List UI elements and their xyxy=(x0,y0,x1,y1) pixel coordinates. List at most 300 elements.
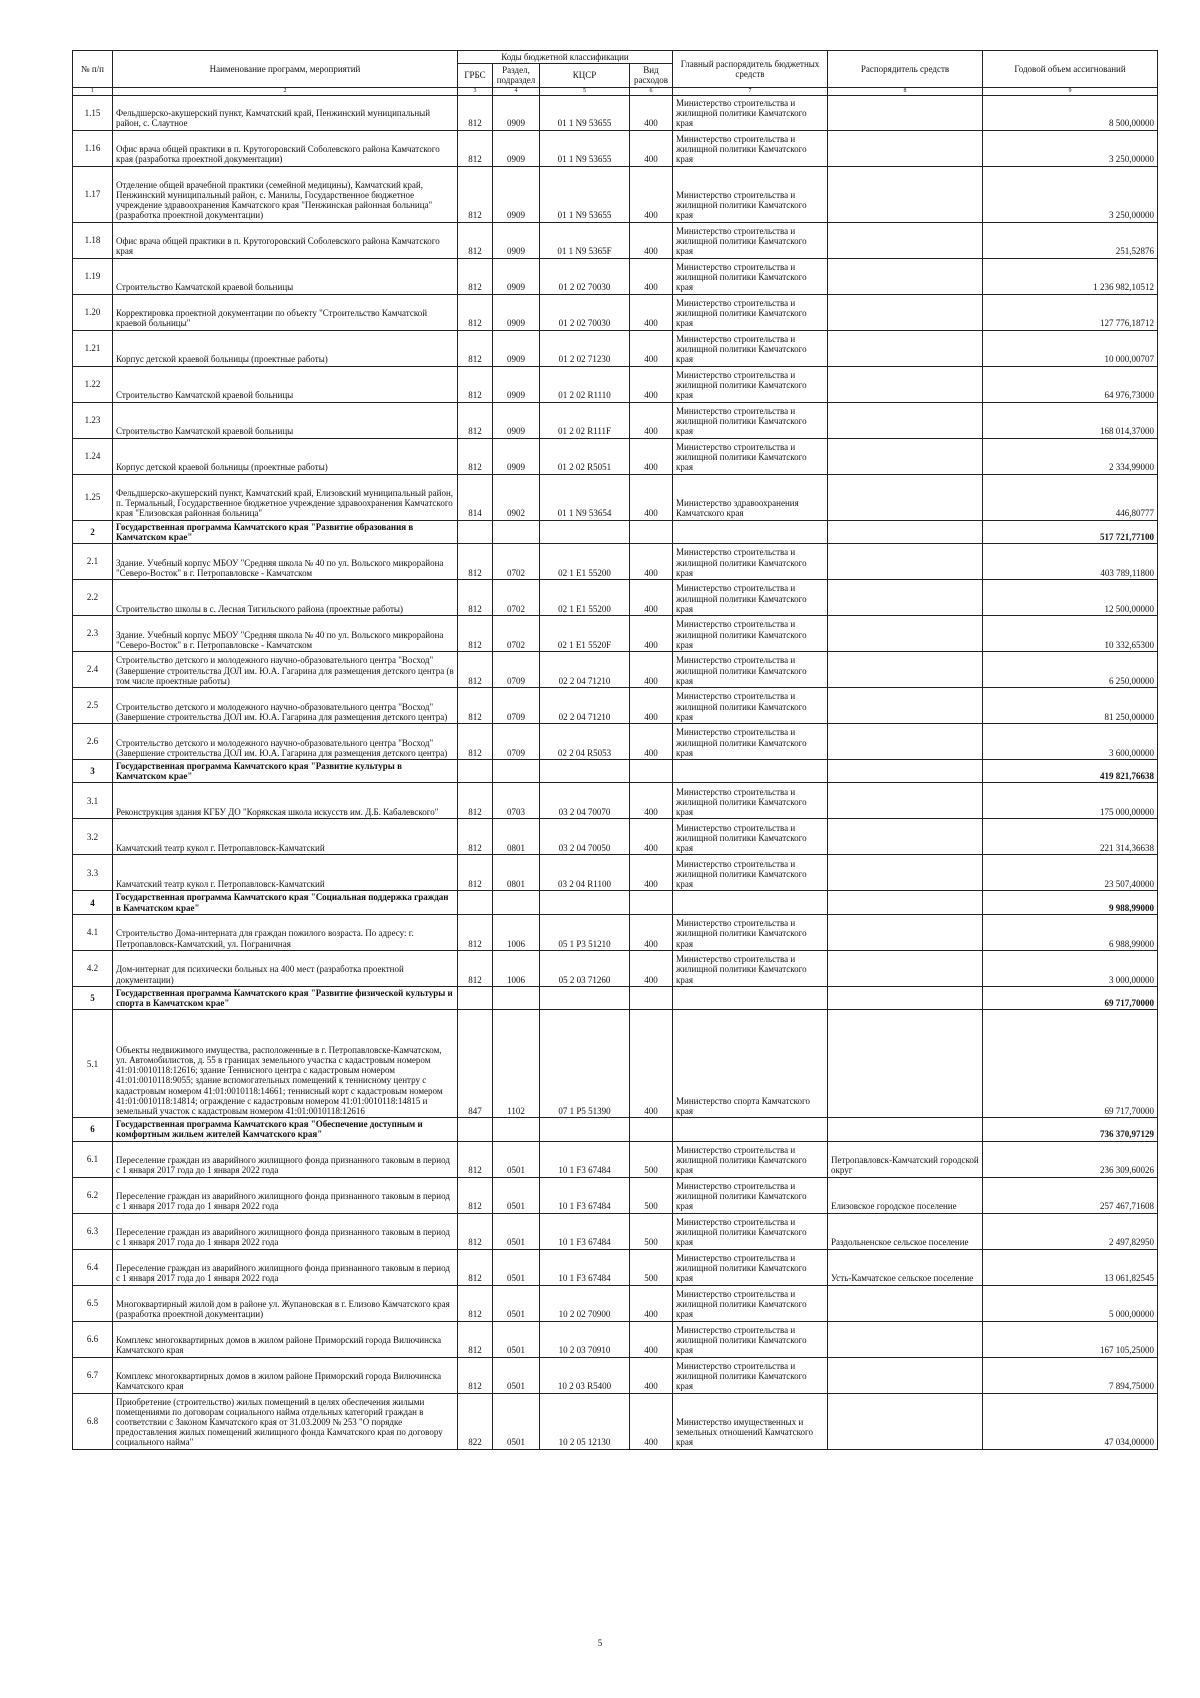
row-razdel: 0709 xyxy=(493,652,540,688)
row-razdel xyxy=(493,1118,540,1141)
row-razdel xyxy=(493,760,540,783)
row-kcsr: 01 1 N9 5365F xyxy=(540,222,630,258)
row-grbs xyxy=(458,1118,493,1141)
row-grbs: 812 xyxy=(458,819,493,855)
column-number: 5 xyxy=(540,87,630,95)
row-name: Приобретение (строительство) жилых помещений в целях обеспечения жилыми помещениями по договорам социального найма отдельных категорий граждан в соответствии с Законом Камчатского края от 31.03.2009 № 253 "О порядке предоставления жилых помещений жилищного фонда Камчатского края по договору социального найма" xyxy=(113,1393,458,1449)
row-name: Строительство школы в с. Лесная Тигильского района (проектные работы) xyxy=(113,580,458,616)
row-razdel: 0702 xyxy=(493,580,540,616)
row-name: Государственная программа Камчатского края "Развитие образования в Камчатском крае" xyxy=(113,520,458,543)
row-disposer xyxy=(828,1285,983,1321)
row-disposer xyxy=(828,1321,983,1357)
row-razdel xyxy=(493,891,540,914)
row-disposer xyxy=(828,986,983,1009)
row-name: Корректировка проектной документации по объекту "Строительство Камчатской краевой больницы" xyxy=(113,294,458,330)
row-razdel: 0709 xyxy=(493,688,540,724)
row-disposer xyxy=(828,1118,983,1141)
row-volume: 9 988,99000 xyxy=(983,891,1158,914)
row-name: Здание. Учебный корпус МБОУ "Средняя школа № 40 по ул. Вольского микрорайона "Северо-Восток" в г. Петропавловске - Камчатском xyxy=(113,616,458,652)
row-volume: 168 014,37000 xyxy=(983,402,1158,438)
row-volume: 2 334,99000 xyxy=(983,438,1158,474)
row-disposer xyxy=(828,402,983,438)
row-number: 1.15 xyxy=(73,95,113,130)
row-vid: 400 xyxy=(630,1393,673,1449)
row-name: Строительство Камчатской краевой больницы xyxy=(113,366,458,402)
row-vid: 400 xyxy=(630,616,673,652)
table-row xyxy=(73,1321,1158,1357)
row-main-disposer: Министерство строительства и жилищной политики Камчатского края xyxy=(673,855,828,891)
row-main-disposer: Министерство строительства и жилищной политики Камчатского края xyxy=(673,258,828,294)
table-row xyxy=(73,438,1158,474)
row-disposer xyxy=(828,544,983,580)
row-vid: 400 xyxy=(630,783,673,819)
row-razdel: 0501 xyxy=(493,1393,540,1449)
table-row xyxy=(73,724,1158,760)
header-codes: Коды бюджетной классификации xyxy=(458,51,673,64)
row-number: 6.1 xyxy=(73,1141,113,1177)
row-number: 3 xyxy=(73,760,113,783)
table-row xyxy=(73,688,1158,724)
header-main-disposer: Главный распорядитель бюджетных средств xyxy=(673,51,828,88)
row-main-disposer: Министерство строительства и жилищной политики Камчатского края xyxy=(673,1141,828,1177)
row-volume: 10 332,65300 xyxy=(983,616,1158,652)
row-number: 2.5 xyxy=(73,688,113,724)
row-name: Государственная программа Камчатского края "Социальная поддержка граждан в Камчатском крае" xyxy=(113,891,458,914)
row-vid: 400 xyxy=(630,819,673,855)
row-volume: 64 976,73000 xyxy=(983,366,1158,402)
row-name: Реконструкция здания КГБУ ДО "Корякская школа искусств им. Д.Б. Кабалевского" xyxy=(113,783,458,819)
row-kcsr: 01 1 N9 53655 xyxy=(540,166,630,222)
row-kcsr: 01 1 N9 53655 xyxy=(540,130,630,166)
row-disposer xyxy=(828,366,983,402)
table-row xyxy=(73,130,1158,166)
row-main-disposer xyxy=(673,520,828,543)
row-volume: 23 507,40000 xyxy=(983,855,1158,891)
row-main-disposer: Министерство строительства и жилищной политики Камчатского края xyxy=(673,1213,828,1249)
row-grbs: 814 xyxy=(458,474,493,520)
row-number: 6.6 xyxy=(73,1321,113,1357)
row-kcsr: 02 2 04 R5053 xyxy=(540,724,630,760)
header-grbs: ГРБС xyxy=(458,64,493,87)
row-disposer xyxy=(828,1393,983,1449)
row-name: Фельдшерско-акушерский пункт, Камчатский край, Пенжинский муниципальный район, с. Слаутное xyxy=(113,95,458,130)
row-vid xyxy=(630,1118,673,1141)
row-kcsr xyxy=(540,986,630,1009)
row-main-disposer: Министерство строительства и жилищной политики Камчатского края xyxy=(673,95,828,130)
row-kcsr: 10 1 F3 67484 xyxy=(540,1177,630,1213)
row-disposer xyxy=(828,950,983,986)
row-grbs: 812 xyxy=(458,950,493,986)
column-number: 9 xyxy=(983,87,1158,95)
row-disposer xyxy=(828,616,983,652)
row-razdel: 0501 xyxy=(493,1141,540,1177)
row-number: 2.4 xyxy=(73,652,113,688)
program-row xyxy=(73,1118,1158,1141)
row-vid: 400 xyxy=(630,544,673,580)
row-grbs: 812 xyxy=(458,580,493,616)
row-vid: 400 xyxy=(630,366,673,402)
row-disposer: Раздольненское сельское поселение xyxy=(828,1213,983,1249)
row-razdel: 0709 xyxy=(493,724,540,760)
row-main-disposer: Министерство строительства и жилищной политики Камчатского края xyxy=(673,1357,828,1393)
row-kcsr: 10 1 F3 67484 xyxy=(540,1213,630,1249)
row-disposer xyxy=(828,855,983,891)
row-main-disposer: Министерство строительства и жилищной политики Камчатского края xyxy=(673,1321,828,1357)
table-row xyxy=(73,402,1158,438)
row-razdel: 1006 xyxy=(493,950,540,986)
row-kcsr: 10 2 03 R5400 xyxy=(540,1357,630,1393)
row-disposer xyxy=(828,580,983,616)
table-row xyxy=(73,1249,1158,1285)
row-razdel: 0909 xyxy=(493,330,540,366)
row-number: 6.2 xyxy=(73,1177,113,1213)
row-kcsr: 01 1 N9 53655 xyxy=(540,95,630,130)
header-num: № п/п xyxy=(73,51,113,88)
row-grbs: 812 xyxy=(458,1141,493,1177)
budget-table-sheet xyxy=(72,50,1157,1450)
row-name: Строительство детского и молодежного научно-образовательного центра "Восход" (Завершение строительства ДОЛ им. Ю.А. Гагарина для размещения детского центра) xyxy=(113,724,458,760)
row-grbs: 812 xyxy=(458,222,493,258)
row-number: 3.2 xyxy=(73,819,113,855)
row-main-disposer xyxy=(673,760,828,783)
row-volume: 221 314,36638 xyxy=(983,819,1158,855)
row-razdel: 0501 xyxy=(493,1285,540,1321)
row-disposer: Усть-Камчатское сельское поселение xyxy=(828,1249,983,1285)
row-volume: 3 250,00000 xyxy=(983,130,1158,166)
row-name: Здание. Учебный корпус МБОУ "Средняя школа № 40 по ул. Вольского микрорайона "Северо-Восток" в г. Петропавловске - Камчатском xyxy=(113,544,458,580)
row-grbs: 812 xyxy=(458,366,493,402)
row-razdel: 1006 xyxy=(493,914,540,950)
row-number: 1.22 xyxy=(73,366,113,402)
row-razdel: 0909 xyxy=(493,366,540,402)
row-number: 2 xyxy=(73,520,113,543)
row-volume: 446,80777 xyxy=(983,474,1158,520)
row-name: Камчатский театр кукол г. Петропавловск-Камчатский xyxy=(113,819,458,855)
row-kcsr: 02 1 E1 5520F xyxy=(540,616,630,652)
row-main-disposer: Министерство строительства и жилищной политики Камчатского края xyxy=(673,438,828,474)
row-kcsr: 01 2 02 70030 xyxy=(540,294,630,330)
row-main-disposer: Министерство строительства и жилищной политики Камчатского края xyxy=(673,783,828,819)
row-razdel: 0501 xyxy=(493,1321,540,1357)
row-grbs: 812 xyxy=(458,294,493,330)
row-main-disposer: Министерство строительства и жилищной политики Камчатского края xyxy=(673,1285,828,1321)
row-disposer xyxy=(828,819,983,855)
row-razdel: 0703 xyxy=(493,783,540,819)
row-number: 1.21 xyxy=(73,330,113,366)
row-kcsr: 01 2 02 71230 xyxy=(540,330,630,366)
row-vid: 400 xyxy=(630,258,673,294)
row-main-disposer: Министерство строительства и жилищной политики Камчатского края xyxy=(673,1177,828,1213)
row-number: 6.7 xyxy=(73,1357,113,1393)
row-volume: 175 000,00000 xyxy=(983,783,1158,819)
row-volume: 12 500,00000 xyxy=(983,580,1158,616)
row-main-disposer: Министерство строительства и жилищной политики Камчатского края xyxy=(673,616,828,652)
row-disposer xyxy=(828,914,983,950)
row-disposer xyxy=(828,222,983,258)
row-vid: 400 xyxy=(630,438,673,474)
row-volume: 517 721,77100 xyxy=(983,520,1158,543)
table-row xyxy=(73,950,1158,986)
column-number: 1 xyxy=(73,87,113,95)
row-name: Камчатский театр кукол г. Петропавловск-Камчатский xyxy=(113,855,458,891)
row-disposer xyxy=(828,724,983,760)
row-grbs xyxy=(458,891,493,914)
table-row xyxy=(73,616,1158,652)
row-number: 1.24 xyxy=(73,438,113,474)
table-row xyxy=(73,258,1158,294)
row-razdel: 0909 xyxy=(493,438,540,474)
row-volume: 257 467,71608 xyxy=(983,1177,1158,1213)
row-vid: 400 xyxy=(630,294,673,330)
row-main-disposer: Министерство строительства и жилищной политики Камчатского края xyxy=(673,652,828,688)
row-kcsr: 10 1 F3 67484 xyxy=(540,1249,630,1285)
row-name: Комплекс многоквартирных домов в жилом районе Приморский города Вилючинска Камчатского края xyxy=(113,1321,458,1357)
row-kcsr: 03 2 04 70050 xyxy=(540,819,630,855)
row-razdel: 0909 xyxy=(493,222,540,258)
row-kcsr: 07 1 P5 51390 xyxy=(540,1010,630,1118)
row-vid: 400 xyxy=(630,914,673,950)
row-kcsr xyxy=(540,1118,630,1141)
row-grbs: 812 xyxy=(458,544,493,580)
row-grbs: 812 xyxy=(458,1177,493,1213)
row-disposer xyxy=(828,474,983,520)
row-disposer xyxy=(828,330,983,366)
column-number: 7 xyxy=(673,87,828,95)
row-vid: 400 xyxy=(630,95,673,130)
header-volume: Годовой объем ассигнований xyxy=(983,51,1158,88)
row-volume: 127 776,18712 xyxy=(983,294,1158,330)
row-razdel xyxy=(493,986,540,1009)
row-disposer xyxy=(828,130,983,166)
row-razdel: 0501 xyxy=(493,1249,540,1285)
program-row xyxy=(73,986,1158,1009)
row-disposer xyxy=(828,652,983,688)
row-vid xyxy=(630,986,673,1009)
row-name: Переселение граждан из аварийного жилищного фонда признанного таковым в период с 1 января 2017 года до 1 января 2022 года xyxy=(113,1177,458,1213)
row-number: 6.4 xyxy=(73,1249,113,1285)
row-number: 4 xyxy=(73,891,113,914)
row-kcsr: 03 2 04 R1100 xyxy=(540,855,630,891)
row-volume: 10 000,00707 xyxy=(983,330,1158,366)
row-number: 5 xyxy=(73,986,113,1009)
table-row xyxy=(73,366,1158,402)
row-volume: 419 821,76638 xyxy=(983,760,1158,783)
row-number: 1.17 xyxy=(73,166,113,222)
row-razdel: 1102 xyxy=(493,1010,540,1118)
table-row xyxy=(73,580,1158,616)
row-volume: 5 000,00000 xyxy=(983,1285,1158,1321)
header-kcsr: КЦСР xyxy=(540,64,630,87)
row-number: 2.2 xyxy=(73,580,113,616)
row-volume: 3 250,00000 xyxy=(983,166,1158,222)
table-row xyxy=(73,544,1158,580)
row-vid: 400 xyxy=(630,1321,673,1357)
row-kcsr: 02 2 04 71210 xyxy=(540,652,630,688)
row-grbs: 812 xyxy=(458,1285,493,1321)
row-main-disposer xyxy=(673,1118,828,1141)
row-disposer xyxy=(828,1357,983,1393)
row-volume: 47 034,00000 xyxy=(983,1393,1158,1449)
row-main-disposer: Министерство здравоохранения Камчатского края xyxy=(673,474,828,520)
header-razdel: Раздел, подраздел xyxy=(493,64,540,87)
row-volume: 6 250,00000 xyxy=(983,652,1158,688)
row-main-disposer: Министерство строительства и жилищной политики Камчатского края xyxy=(673,294,828,330)
table-body xyxy=(73,95,1158,1449)
column-number: 8 xyxy=(828,87,983,95)
page-number: 5 xyxy=(597,1638,603,1648)
row-main-disposer: Министерство имущественных и земельных отношений Камчатского края xyxy=(673,1393,828,1449)
column-number: 3 xyxy=(458,87,493,95)
row-main-disposer: Министерство строительства и жилищной политики Камчатского края xyxy=(673,914,828,950)
row-disposer xyxy=(828,688,983,724)
row-main-disposer: Министерство строительства и жилищной политики Камчатского края xyxy=(673,130,828,166)
row-disposer xyxy=(828,438,983,474)
row-name: Переселение граждан из аварийного жилищного фонда признанного таковым в период с 1 января 2017 года до 1 января 2022 года xyxy=(113,1249,458,1285)
row-vid: 400 xyxy=(630,688,673,724)
row-vid: 400 xyxy=(630,580,673,616)
row-vid: 400 xyxy=(630,1285,673,1321)
row-number: 4.1 xyxy=(73,914,113,950)
row-name: Строительство детского и молодежного научно-образовательного центра "Восход" (Завершение строительства ДОЛ им. Ю.А. Гагарина для размещения детского центра) xyxy=(113,688,458,724)
table-row xyxy=(73,330,1158,366)
row-disposer xyxy=(828,760,983,783)
table-row xyxy=(73,652,1158,688)
table-row xyxy=(73,1141,1158,1177)
row-kcsr xyxy=(540,891,630,914)
row-volume: 2 497,82950 xyxy=(983,1213,1158,1249)
row-number: 2.3 xyxy=(73,616,113,652)
row-grbs xyxy=(458,520,493,543)
row-grbs: 812 xyxy=(458,258,493,294)
row-name: Офис врача общей практики в п. Крутогоровский Соболевского района Камчатского края (разработка проектной документации) xyxy=(113,130,458,166)
row-kcsr: 10 2 02 70900 xyxy=(540,1285,630,1321)
row-grbs: 812 xyxy=(458,688,493,724)
row-kcsr: 02 1 E1 55200 xyxy=(540,544,630,580)
row-vid: 500 xyxy=(630,1141,673,1177)
row-main-disposer: Министерство строительства и жилищной политики Камчатского края xyxy=(673,1249,828,1285)
row-razdel: 0801 xyxy=(493,855,540,891)
row-name: Многоквартирный жилой дом в районе ул. Жупановская в г. Елизово Камчатского края (разработка проектной документации) xyxy=(113,1285,458,1321)
row-disposer xyxy=(828,783,983,819)
row-grbs: 812 xyxy=(458,95,493,130)
row-disposer xyxy=(828,166,983,222)
row-grbs: 812 xyxy=(458,1249,493,1285)
row-volume: 7 894,75000 xyxy=(983,1357,1158,1393)
table-row xyxy=(73,1393,1158,1449)
row-grbs: 812 xyxy=(458,130,493,166)
row-volume: 6 988,99000 xyxy=(983,914,1158,950)
column-number-row xyxy=(73,87,1158,95)
row-number: 6.8 xyxy=(73,1393,113,1449)
row-kcsr: 02 2 04 71210 xyxy=(540,688,630,724)
row-razdel: 0909 xyxy=(493,294,540,330)
row-razdel: 0501 xyxy=(493,1357,540,1393)
row-number: 1.19 xyxy=(73,258,113,294)
table-row xyxy=(73,855,1158,891)
row-number: 5.1 xyxy=(73,1010,113,1118)
row-vid: 400 xyxy=(630,166,673,222)
budget-table xyxy=(72,50,1158,1450)
table-row xyxy=(73,1177,1158,1213)
row-kcsr: 01 2 02 R5051 xyxy=(540,438,630,474)
row-vid xyxy=(630,520,673,543)
row-number: 6.5 xyxy=(73,1285,113,1321)
row-number: 3.1 xyxy=(73,783,113,819)
row-vid: 500 xyxy=(630,1213,673,1249)
row-kcsr: 10 1 F3 67484 xyxy=(540,1141,630,1177)
row-volume: 81 250,00000 xyxy=(983,688,1158,724)
row-grbs xyxy=(458,760,493,783)
row-kcsr: 05 2 03 71260 xyxy=(540,950,630,986)
table-row xyxy=(73,914,1158,950)
row-main-disposer: Министерство строительства и жилищной политики Камчатского края xyxy=(673,402,828,438)
header-disposer: Распорядитель средств xyxy=(828,51,983,88)
row-name: Объекты недвижимого имущества, расположенные в г. Петропавловске-Камчатском, ул. Автомобилистов, д. 55 в границах земельного участка с кадастровым номером 41:01:0010118:12616; здание Теннисного центра с кадастровым номером 41:01:0010118:9055; здание вспомогательных помещений к теннисному центру с кадастровым номером 41:01:0010118:14661; теннисный корт с кадастровым номером 41:01:0010118:14814; ограждение с кадастровым номером 41:01:0010118:14815 и земельный участок с кадастровым номером 41:01:0010118:12616 xyxy=(113,1010,458,1118)
row-name: Строительство Камчатской краевой больницы xyxy=(113,402,458,438)
row-volume: 403 789,11800 xyxy=(983,544,1158,580)
row-razdel: 0702 xyxy=(493,616,540,652)
table-row xyxy=(73,166,1158,222)
row-name: Переселение граждан из аварийного жилищного фонда признанного таковым в период с 1 января 2017 года до 1 января 2022 года xyxy=(113,1213,458,1249)
row-kcsr: 02 1 E1 55200 xyxy=(540,580,630,616)
row-number: 2.6 xyxy=(73,724,113,760)
row-name: Государственная программа Камчатского края "Развитие культуры в Камчатском крае" xyxy=(113,760,458,783)
row-vid xyxy=(630,760,673,783)
row-main-disposer xyxy=(673,986,828,1009)
row-vid: 500 xyxy=(630,1249,673,1285)
table-row xyxy=(73,474,1158,520)
row-grbs: 812 xyxy=(458,166,493,222)
row-razdel: 0501 xyxy=(493,1177,540,1213)
row-kcsr: 10 2 03 70910 xyxy=(540,1321,630,1357)
row-razdel: 0909 xyxy=(493,402,540,438)
row-vid: 400 xyxy=(630,474,673,520)
row-number: 1.20 xyxy=(73,294,113,330)
row-name: Строительство Камчатской краевой больницы xyxy=(113,258,458,294)
row-vid: 400 xyxy=(630,950,673,986)
table-row xyxy=(73,1010,1158,1118)
row-razdel: 0909 xyxy=(493,95,540,130)
row-name: Государственная программа Камчатского края "Развитие физической культуры и спорта в Камчатском крае" xyxy=(113,986,458,1009)
row-grbs: 812 xyxy=(458,1213,493,1249)
row-main-disposer: Министерство строительства и жилищной политики Камчатского края xyxy=(673,819,828,855)
row-vid: 500 xyxy=(630,1177,673,1213)
row-main-disposer: Министерство строительства и жилищной политики Камчатского края xyxy=(673,166,828,222)
row-name: Офис врача общей практики в п. Крутогоровский Соболевского района Камчатского края xyxy=(113,222,458,258)
row-vid: 400 xyxy=(630,855,673,891)
row-number: 1.25 xyxy=(73,474,113,520)
row-name: Корпус детской краевой больницы (проектные работы) xyxy=(113,330,458,366)
row-volume: 167 105,25000 xyxy=(983,1321,1158,1357)
row-main-disposer: Министерство строительства и жилищной политики Камчатского края xyxy=(673,688,828,724)
row-main-disposer xyxy=(673,891,828,914)
row-number: 4.2 xyxy=(73,950,113,986)
row-kcsr xyxy=(540,520,630,543)
row-volume: 3 000,00000 xyxy=(983,950,1158,986)
row-grbs: 812 xyxy=(458,616,493,652)
row-kcsr: 01 1 N9 53654 xyxy=(540,474,630,520)
row-volume: 69 717,70000 xyxy=(983,1010,1158,1118)
row-name: Комплекс многоквартирных домов в жилом районе Приморский города Вилючинска Камчатского края xyxy=(113,1357,458,1393)
row-disposer xyxy=(828,520,983,543)
row-grbs: 812 xyxy=(458,724,493,760)
table-row xyxy=(73,294,1158,330)
row-volume: 69 717,70000 xyxy=(983,986,1158,1009)
table-row xyxy=(73,819,1158,855)
row-vid: 400 xyxy=(630,652,673,688)
column-number: 4 xyxy=(493,87,540,95)
row-grbs: 812 xyxy=(458,783,493,819)
